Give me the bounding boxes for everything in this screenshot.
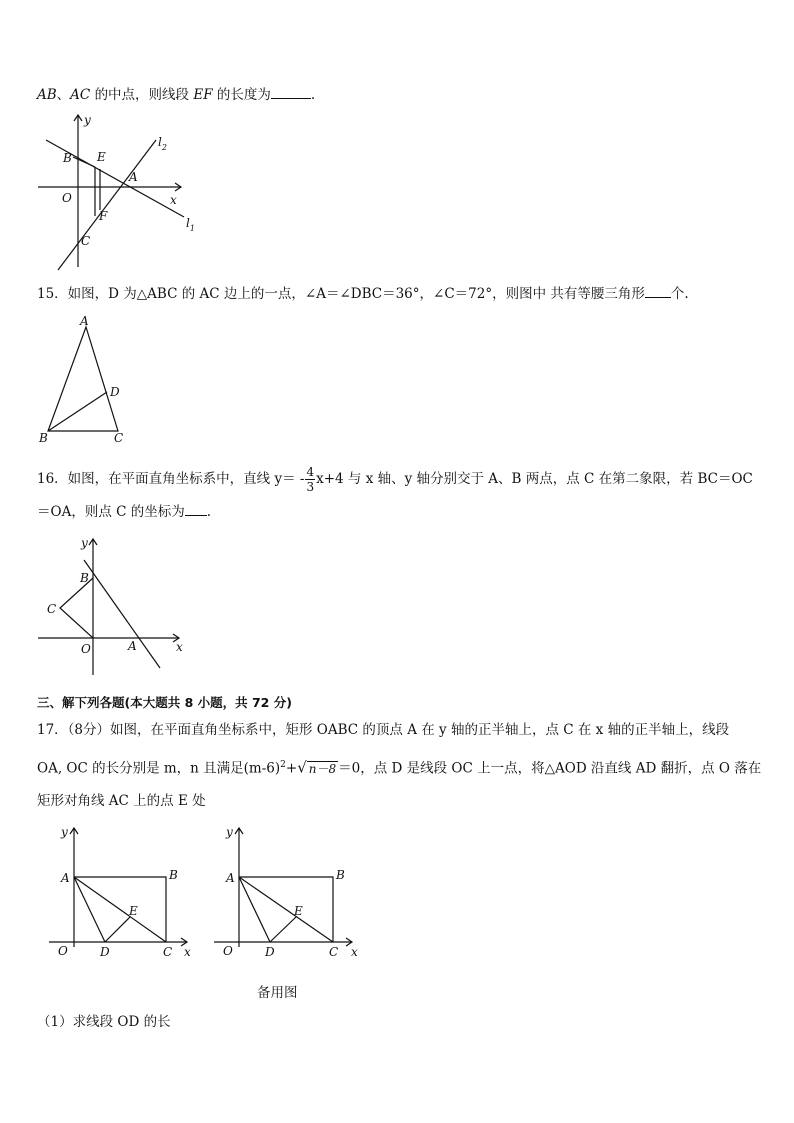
path-b-c-o bbox=[60, 578, 93, 638]
q16-line2-a: ＝OA，则点 C 的坐标为 bbox=[37, 504, 185, 520]
segment-ad bbox=[74, 877, 105, 942]
label-e: E bbox=[97, 150, 106, 164]
line-ab bbox=[84, 560, 160, 668]
label-x: x bbox=[184, 945, 191, 959]
answer-blank bbox=[185, 501, 207, 516]
diagonal-ac bbox=[74, 877, 166, 942]
label-c: C bbox=[81, 234, 91, 248]
label-b: B bbox=[80, 571, 89, 585]
radicand: n－8 bbox=[308, 761, 337, 776]
q14-period: . bbox=[310, 87, 316, 103]
label-b: B bbox=[336, 868, 345, 882]
label-c: C bbox=[163, 945, 173, 959]
figure-q14 bbox=[36, 112, 206, 272]
fraction-denominator: 3 bbox=[306, 480, 315, 494]
label-b: B bbox=[63, 151, 72, 165]
fraction-numerator: 4 bbox=[306, 465, 315, 479]
figure-q17-spare bbox=[212, 822, 372, 967]
segment-de bbox=[105, 917, 130, 942]
segment-be bbox=[73, 157, 95, 167]
label-a: A bbox=[128, 639, 137, 653]
label-x: x bbox=[351, 945, 358, 959]
label-a: A bbox=[129, 170, 138, 184]
q17-line2-a: OA, OC 的长分别是 m，n 且满足(m-6) bbox=[37, 760, 281, 777]
q16-line2-b: . bbox=[206, 504, 212, 520]
q14-tail-line bbox=[37, 84, 315, 104]
label-d: D bbox=[110, 385, 120, 399]
q17-sub1: （1）求线段 OD 的长 bbox=[37, 1014, 171, 1030]
plus-sign: + bbox=[285, 760, 298, 777]
fraction-4-3 bbox=[305, 465, 315, 494]
q15-text-c: 个. bbox=[670, 286, 689, 302]
triangle-abc bbox=[48, 327, 118, 431]
label-y: y bbox=[84, 113, 91, 127]
label-b: B bbox=[169, 868, 178, 882]
answer-blank bbox=[645, 283, 671, 298]
label-e: E bbox=[294, 904, 303, 918]
q16-text-a: 16．如图，在平面直角坐标系中，直线 y＝ - bbox=[37, 471, 305, 487]
q15-line bbox=[37, 283, 689, 303]
label-y: y bbox=[226, 825, 233, 839]
label-o: O bbox=[62, 191, 72, 205]
label-f: F bbox=[99, 209, 108, 223]
line-l2 bbox=[58, 140, 156, 270]
label-o: O bbox=[58, 944, 68, 958]
section-3-title: 三、解下列各题(本大题共 8 小题，共 72 分) bbox=[37, 695, 292, 710]
figure-caption: 备用图 bbox=[257, 985, 298, 1001]
label-o: O bbox=[81, 642, 91, 656]
label-e: E bbox=[129, 904, 138, 918]
answer-blank bbox=[271, 84, 311, 99]
q16-line2 bbox=[37, 501, 211, 521]
figure-q16 bbox=[36, 535, 196, 680]
segment-ef: EF bbox=[193, 87, 213, 103]
label-a: A bbox=[80, 314, 89, 328]
exponent: 2 bbox=[280, 760, 286, 770]
label-a: A bbox=[61, 871, 70, 885]
separator: 、 bbox=[56, 87, 71, 103]
q16-line1 bbox=[37, 465, 753, 494]
segment-ab: AB bbox=[37, 87, 57, 103]
label-l1: $l_1$ bbox=[186, 216, 195, 233]
label-c: C bbox=[47, 602, 57, 616]
label-d: D bbox=[100, 945, 110, 959]
label-y: y bbox=[61, 825, 68, 839]
segment-ad bbox=[239, 877, 270, 942]
figure-q17-main bbox=[47, 822, 207, 967]
label-x: x bbox=[176, 640, 183, 654]
q17-line1: 17．（8分）如图，在平面直角坐标系中，矩形 OABC 的顶点 A 在 y 轴的正半轴上，点 C 在 x 轴的正半轴上，线段 bbox=[37, 722, 730, 738]
radical-sign: √ bbox=[297, 758, 307, 777]
label-c: C bbox=[114, 431, 124, 445]
label-o: O bbox=[223, 944, 233, 958]
q17-line3: 矩形对角线 AC 上的点 E 处 bbox=[37, 793, 206, 809]
q15-text-a: 15．如图，D 为 bbox=[37, 286, 137, 302]
label-a: A bbox=[226, 871, 235, 885]
label-x: x bbox=[170, 193, 177, 207]
q17-line2-b: ＝0，点 D 是线段 OC 上一点，将△AOD 沿直线 AD 翻折，点 O 落在 bbox=[338, 760, 762, 777]
diagonal-ac bbox=[239, 877, 333, 942]
q15-triangle: △ABC bbox=[136, 286, 178, 302]
q17-line2 bbox=[37, 756, 761, 778]
segment-bd bbox=[48, 392, 107, 431]
segment-de bbox=[270, 917, 296, 942]
label-b: B bbox=[39, 431, 48, 445]
q16-text-b: x+4 与 x 轴、y 轴分别交于 A、B 两点，点 C 在第二象限，若 BC＝OC bbox=[316, 471, 753, 487]
q15-text-b: 的 AC 边上的一点，∠A＝∠DBC＝36°，∠C＝72°，则图中 共有等腰三角形 bbox=[181, 286, 645, 302]
label-d: D bbox=[265, 945, 275, 959]
label-l2: $l_2$ bbox=[158, 135, 167, 152]
label-y: y bbox=[81, 536, 88, 550]
label-c: C bbox=[329, 945, 339, 959]
segment-ac: AC bbox=[70, 87, 91, 103]
q14-text-mid: 的中点，则线段 bbox=[94, 87, 190, 103]
figure-q15 bbox=[36, 312, 146, 447]
q14-text-end: 的长度为 bbox=[216, 87, 271, 103]
